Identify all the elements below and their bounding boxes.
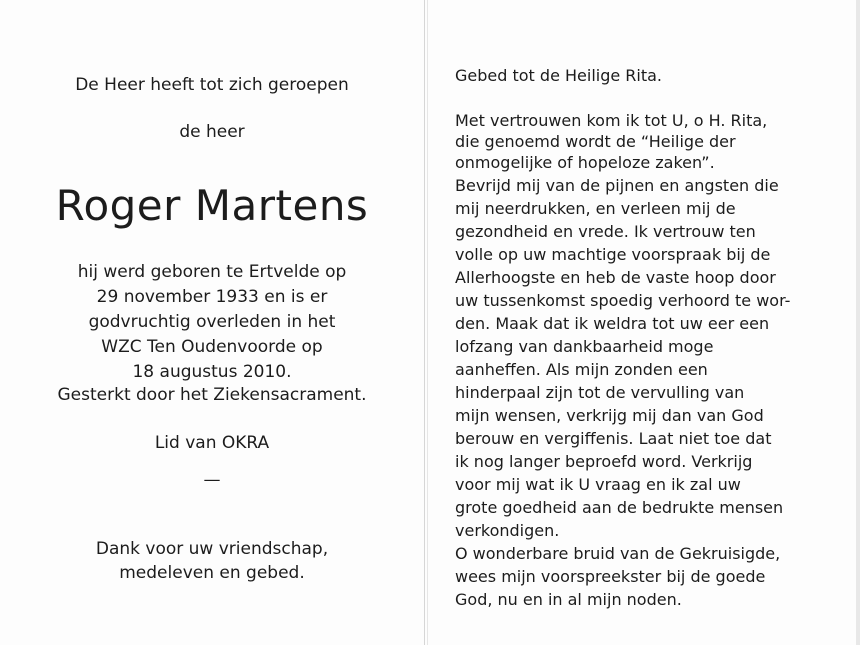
prayer-line: uw tussenkomst spoedig verhoord te wor- (455, 291, 791, 310)
prayer-line: berouw en vergiffenis. Laat niet toe dat (455, 429, 772, 448)
prayer-panel (455, 0, 825, 645)
prayer-line: hinderpaal zijn tot de vervulling van (455, 383, 745, 402)
deceased-name: Roger Martens (55, 181, 369, 230)
bio-line: 29 november 1933 en is er (96, 287, 328, 307)
prayer-line: voor mij wat ik U vraag en ik zal uw (455, 475, 741, 494)
prayer-line: Allerhoogste en heb de vaste hoop door (455, 268, 776, 287)
prayer-title: Gebed tot de Heilige Rita. (455, 66, 663, 85)
bio-line: hij werd geboren te Ertvelde op (77, 262, 347, 282)
bio-line: WZC Ten Oudenvoorde op (101, 337, 323, 357)
prayer-line: ik nog langer beproefd word. Verkrijg (455, 452, 753, 471)
bio-line: 18 augustus 2010. (132, 362, 292, 382)
member-line: Lid van OKRA (154, 433, 270, 453)
separator-dash: — (203, 470, 221, 490)
prayer-line: onmogelijke of hopeloze zaken”. (455, 153, 715, 172)
bio-line: Gesterkt door het Ziekensacrament. (57, 385, 367, 405)
title-line: de heer (179, 122, 245, 142)
prayer-line: die genoemd wordt de “Heilige der (455, 132, 736, 151)
prayer-line: lofzang van dankbaarheid moge (455, 337, 714, 356)
prayer-line: wees mijn voorspreekster bij de goede (455, 567, 766, 586)
prayer-line: O wonderbare bruid van de Gekruisigde, (455, 544, 781, 563)
left-panel (0, 0, 424, 645)
thanks-line: medeleven en gebed. (119, 563, 305, 583)
called-line: De Heer heeft tot zich geroepen (75, 75, 349, 95)
bio-line: godvruchtig overleden in het (88, 312, 336, 332)
prayer-line: mijn wensen, verkrijg mij dan van God (455, 406, 764, 425)
prayer-line: grote goedheid aan de bedrukte mensen (455, 498, 784, 517)
prayer-line: God, nu en in al mijn noden. (455, 590, 682, 609)
prayer-line: aanheffen. Als mijn zonden een (455, 360, 708, 379)
card-edge (856, 0, 860, 645)
prayer-line: mij neerdrukken, en verleen mij de (455, 199, 736, 218)
prayer-line: verkondigen. (455, 521, 560, 540)
prayer-line: gezondheid en vrede. Ik vertrouw ten (455, 222, 756, 241)
prayer-line: volle op uw machtige voorspraak bij de (455, 245, 771, 264)
card-fold (424, 0, 428, 645)
prayer-line: Bevrijd mij van de pijnen en angsten die (455, 176, 779, 195)
thanks-line: Dank voor uw vriendschap, (95, 539, 329, 559)
prayer-line: den. Maak dat ik weldra tot uw eer een (455, 314, 770, 333)
prayer-line: Met vertrouwen kom ik tot U, o H. Rita, (455, 111, 768, 130)
